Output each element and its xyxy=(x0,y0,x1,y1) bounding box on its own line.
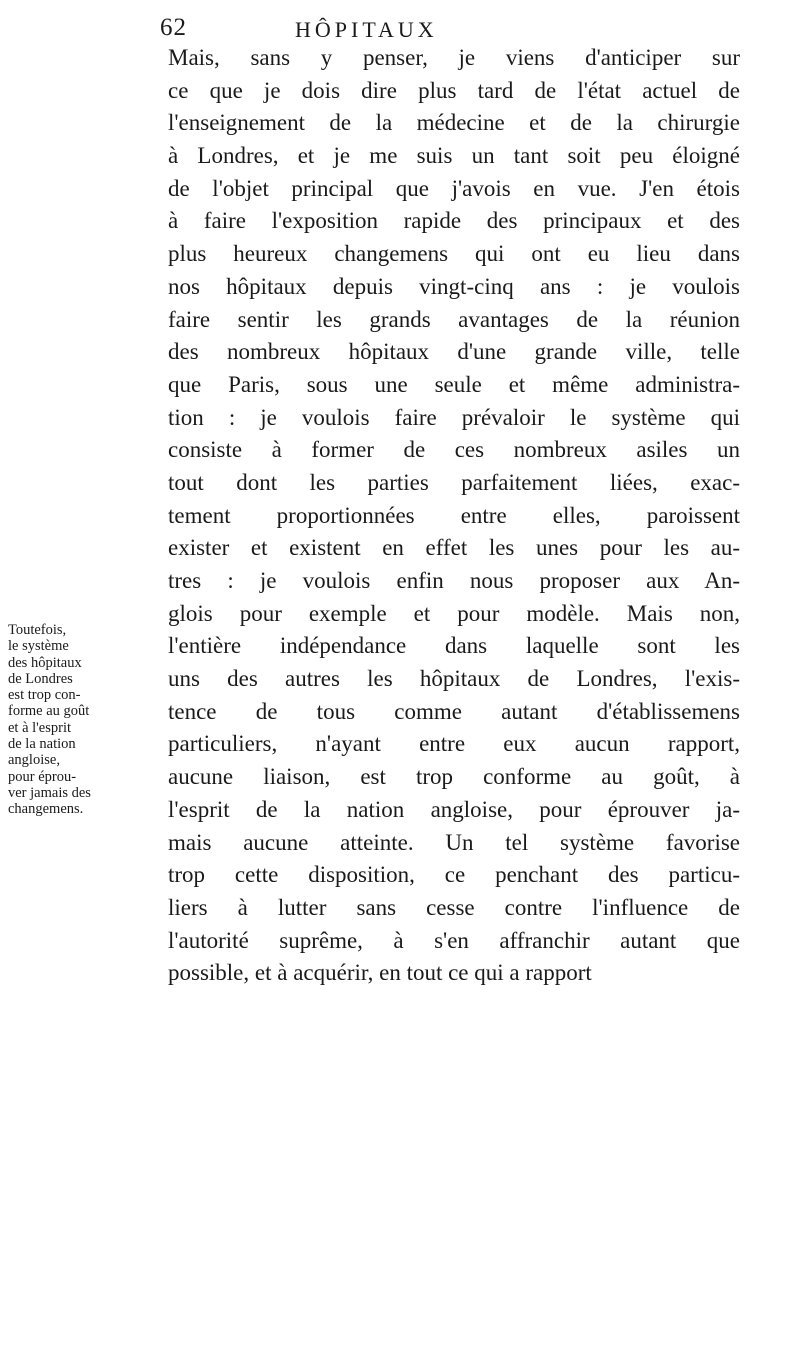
body-paragraph xyxy=(168,42,740,990)
text-line: nos hôpitaux depuis vingt-cinq ans : je voulois xyxy=(168,273,740,299)
text-line: de l'objet principal que j'avois en vue. J'en étois xyxy=(168,175,740,201)
margin-note-line: pour éprou- xyxy=(8,768,77,785)
text-line: tout dont les parties parfaitement liées, exac- xyxy=(168,469,740,495)
text-line: l'autorité suprême, à s'en affranchir autant que xyxy=(168,927,740,953)
text-line: à Londres, et je me suis un tant soit peu éloigné xyxy=(168,143,740,169)
text-line: ce que je dois dire plus tard de l'état actuel de xyxy=(168,77,740,103)
margin-note xyxy=(8,622,126,818)
margin-note-line: le système xyxy=(8,638,69,655)
margin-note-line: de la nation xyxy=(8,736,76,753)
text-line: particuliers, n'ayant entre eux aucun rapport, xyxy=(168,731,740,757)
text-line: exister et existent en effet les unes pour les au- xyxy=(168,535,740,561)
margin-note-line: est trop con- xyxy=(8,687,81,704)
text-line: consiste à former de ces nombreux asiles un xyxy=(168,437,740,463)
margin-note-line: et à l'esprit xyxy=(8,719,72,736)
page-number: 62 xyxy=(160,14,187,41)
text-line: tement proportionnées entre elles, paroissent xyxy=(168,502,740,528)
text-line: liers à lutter sans cesse contre l'influence de xyxy=(168,894,740,920)
margin-note-line: des hôpitaux xyxy=(8,654,82,671)
margin-note-line: Toutefois, xyxy=(8,622,67,638)
margin-note-line: ver jamais des xyxy=(8,784,91,801)
text-line: tion : je voulois faire prévaloir le système qui xyxy=(168,404,740,430)
text-line: possible, et à acquérir, en tout ce qui a rapport xyxy=(168,960,592,986)
text-line: tres : je voulois enfin nous proposer aux An- xyxy=(168,568,740,593)
text-line: trop cette disposition, ce penchant des particu- xyxy=(168,862,740,888)
margin-note-line: forme au goût xyxy=(8,703,90,720)
text-line: des nombreux hôpitaux d'une grande ville, telle xyxy=(168,339,740,365)
text-line: aucune liaison, est trop conforme au goût, à xyxy=(168,764,740,790)
text-line: l'esprit de la nation angloise, pour éprouver ja- xyxy=(168,796,740,822)
text-line: tence de tous comme autant d'établissemens xyxy=(168,698,740,724)
text-line: plus heureux changemens qui ont eu lieu dans xyxy=(168,241,740,267)
text-line: que Paris, sous une seule et même administra- xyxy=(168,371,740,397)
running-head: HÔPITAUX xyxy=(295,17,438,42)
text-line: faire sentir les grands avantages de la réunion xyxy=(168,306,740,332)
text-line: l'enseignement de la médecine et de la chirurgie xyxy=(168,110,740,136)
margin-note-line: de Londres xyxy=(8,670,73,687)
text-line: l'entière indépendance dans laquelle sont les xyxy=(168,633,740,659)
text-line: mais aucune atteinte. Un tel système favorise xyxy=(168,829,740,855)
text-line: glois pour exemple et pour modèle. Mais non, xyxy=(168,600,740,626)
text-line: Mais, sans y penser, je viens d'anticiper sur xyxy=(168,45,740,70)
page-header xyxy=(160,14,740,44)
margin-note-line: changemens. xyxy=(8,801,84,818)
text-line: uns des autres les hôpitaux de Londres, l'exis- xyxy=(168,666,740,692)
margin-note-line: angloise, xyxy=(8,752,60,769)
text-line: à faire l'exposition rapide des principaux et des xyxy=(168,208,740,234)
